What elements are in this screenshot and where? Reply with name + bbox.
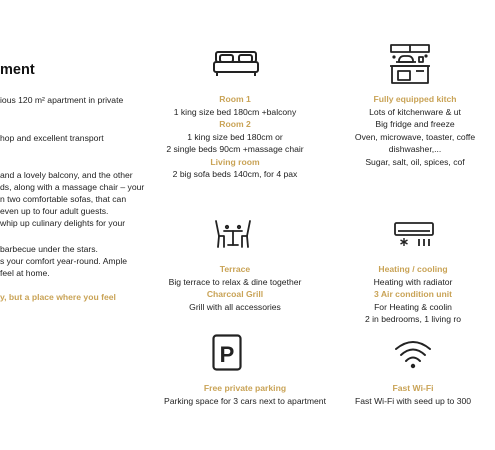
room-1-heading: Room 1 xyxy=(219,94,251,104)
room-1-detail: 1 king size bed 180cm +balcony xyxy=(173,106,297,117)
svg-text:P: P xyxy=(219,342,235,367)
parking-feature xyxy=(145,382,345,407)
grill-detail: Grill with all accessories xyxy=(189,301,281,312)
air-condition-heading: 3 Air condition unit xyxy=(374,289,452,299)
grill-heading: Charcoal Grill xyxy=(206,289,264,299)
parking-icon xyxy=(212,334,242,371)
heating-detail: For Heating & coolin xyxy=(374,301,452,312)
terrace-table-icon xyxy=(213,218,253,250)
kitchen-feature xyxy=(335,93,495,168)
room-2-detail: 2 single beds 90cm +massage chair xyxy=(166,144,304,154)
intro-line: n two comfortable sofas, that can xyxy=(0,194,127,204)
intro-line: feel at home. xyxy=(0,268,50,278)
intro-line: even up to four adult guests. xyxy=(0,206,109,216)
rooms-feature xyxy=(160,93,310,181)
living-room-heading: Living room xyxy=(210,156,260,167)
terrace-detail: Big terrace to relax & dine together xyxy=(168,276,302,287)
heating-detail: 2 in bedrooms, 1 living ro xyxy=(364,314,461,324)
wifi-icon xyxy=(393,338,433,370)
parking-detail: Parking space for 3 cars next to apartment xyxy=(164,395,326,406)
heating-detail: Heating with radiator xyxy=(373,276,453,287)
room-2-detail: 1 king size bed 180cm or xyxy=(187,131,283,142)
terrace-heading: Terrace xyxy=(219,264,251,274)
wifi-detail: Fast Wi-Fi with seed up to 300 xyxy=(354,395,472,406)
kitchen-detail: Oven, microwave, toaster, coffe xyxy=(354,131,476,142)
room-2-heading: Room 2 xyxy=(219,119,251,129)
intro-line: and a lovely balcony, and the other xyxy=(0,170,133,180)
kitchen-icon xyxy=(388,42,432,86)
air-conditioner-icon xyxy=(393,221,435,249)
tagline: y, but a place where you feel xyxy=(0,292,116,302)
kitchen-detail: Big fridge and freeze xyxy=(375,119,455,129)
kitchen-detail: Lots of kitchenware & ut xyxy=(369,106,461,117)
intro-line: ious 120 m² apartment in private xyxy=(0,95,124,105)
kitchen-heading: Fully equipped kitch xyxy=(373,94,457,104)
living-room-detail: 2 big sofa beds 140cm, for 4 pax xyxy=(172,169,298,179)
heating-heading: Heating / cooling xyxy=(378,264,448,274)
page-title: ment xyxy=(0,62,35,78)
wifi-heading: Fast Wi-Fi xyxy=(392,383,434,393)
intro-line: whip up culinary delights for your xyxy=(0,218,126,228)
intro-line: hop and excellent transport xyxy=(0,133,104,143)
kitchen-detail: dishwasher,... xyxy=(388,144,442,154)
heating-feature xyxy=(338,263,488,326)
intro-line: barbecue under the stars. xyxy=(0,244,98,254)
wifi-feature xyxy=(343,382,483,407)
intro-line: s your comfort year-round. Ample xyxy=(0,256,128,266)
parking-heading: Free private parking xyxy=(203,383,287,393)
terrace-feature xyxy=(155,263,315,313)
kitchen-detail: Sugar, salt, oil, spices, cof xyxy=(365,156,465,167)
bed-icon xyxy=(212,50,260,78)
intro-line: ds, along with a massage chair – your xyxy=(0,182,145,192)
